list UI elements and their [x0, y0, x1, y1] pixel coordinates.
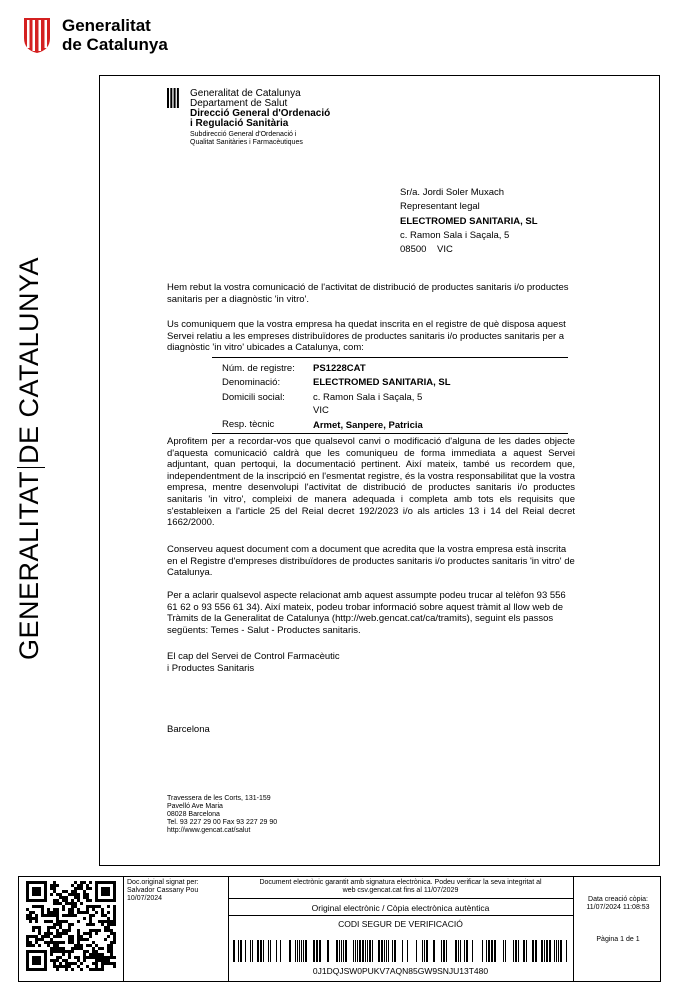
signature-line-2: i Productes Sanitaris [167, 662, 255, 674]
registration-top-rule [212, 357, 568, 358]
notice-line-2: web csv.gencat.cat fins al 11/07/2029 [342, 887, 459, 894]
footer-line-3: 08028 Barcelona [167, 811, 220, 818]
recipient-name: Sr/a. Jordi Soler Muxach [400, 187, 505, 198]
footer-line-5: http://www.gencat.cat/salut [167, 827, 251, 834]
paragraph-3: Aprofitem per a recordar-vos que qualsevol canvi o modificació d'alguna de les dades objecte d'aquesta comunicació caldrà que les comuniqueu de forma immediata a aquest Servei adjuntant, quan pertoqui, la documentació pertinent. Així mateix, també us recordem que, independentment de la inscripció en l'esmentat registre, és la vostra responsabilitat que la vostra empresa, mentre desenvolupi l'activitat de distribució de productes sanitaris i/o productes sanitaris 'in vitro', compleixi de manera adequada i completa amb tots els requisits que s'estableixen a l'article 25 del Reial decret 192/2023 i/o als articles 13 i 14 del Reial decret 1662/2000. [167, 436, 575, 529]
creation-date-value: 11/07/2024 11:08:53 [586, 904, 650, 911]
generalitat-logo-icon [22, 16, 52, 54]
barcode-icon [233, 940, 568, 962]
vertical-separator [17, 467, 45, 468]
registration-bottom-rule [212, 433, 568, 434]
verification-notice [230, 879, 571, 895]
header-line-6: Qualitat Sanitàries i Farmacèutiques [190, 139, 303, 146]
recipient-city: VIC [436, 244, 453, 256]
registration-tech-value: Armet, Sanpere, Patricia [313, 420, 423, 431]
paragraph-2: Us comuniquem que la vostra empresa ha quedat inscrita en el registre de què disposa aquest Servei relatiu a les empreses distribuïdores de productes sanitaris i/o productes sanitaris per a diagnòstic 'in vitro' ubicades a Catalunya, com: [167, 319, 566, 354]
qr-code-icon[interactable] [26, 881, 116, 971]
vertical-side-text [14, 257, 45, 660]
creation-date-block [576, 896, 660, 912]
registration-address-value: c. Ramon Sala i Saçala, 5 [313, 392, 423, 403]
footer-line-4: Tel. 93 227 29 00 Fax 93 227 29 90 [167, 819, 278, 826]
page-number: Pàgina 1 de 1 [596, 936, 640, 943]
signed-by-block [127, 879, 199, 903]
recipient-role: Representant legal [400, 201, 480, 213]
header-line-3: Direcció General d'Ordenació [190, 108, 331, 119]
registration-address-label: Domicili social: [222, 392, 285, 403]
copy-type-label: Original electrònic / Còpia electrònica autèntica [311, 903, 490, 913]
signature-block [167, 651, 575, 674]
notice-line-1: Document electrònic garantit amb signatura electrònica. Podeu verificar la seva integritat al [259, 879, 542, 886]
recipient-company: ELECTROMED SANITARIA, SL [400, 215, 538, 227]
box-hline-2 [228, 915, 573, 916]
box-divider-2 [228, 876, 229, 982]
csv-title: CODI SEGUR DE VERIFICACIÓ [338, 919, 463, 929]
registration-name-label: Denominació: [222, 377, 281, 388]
box-divider-3 [573, 876, 574, 982]
registration-number-label: Núm. de registre: [222, 363, 295, 374]
recipient-address [400, 186, 538, 257]
department-logo-icon [167, 88, 179, 108]
csv-code[interactable]: 0J1DQJSW0PUKV7AQN85GW9SNJU13T480 [312, 966, 489, 976]
signed-by-date: 10/07/2024 [127, 895, 163, 902]
header-line-5: Subdirecció General d'Ordenació i [190, 131, 297, 138]
header-line-2: Departament de Salut [190, 98, 288, 109]
box-divider-1 [123, 876, 124, 982]
recipient-postcode: 08500 [400, 244, 427, 256]
paragraph-1: Hem rebut la vostra comunicació de l'activitat de distribució de productes sanitaris i/o productes sanitaris per a diagnòstic 'in vitro'. [167, 282, 569, 305]
registration-city-value: VIC [313, 405, 329, 416]
signature-line-1: El cap del Servei de Control Farmacèutic [167, 651, 340, 662]
footer-address [167, 795, 277, 835]
logo-line-2: de Catalunya [62, 35, 168, 54]
footer-line-2: Pavelló Ave Maria [167, 803, 223, 810]
signed-by-name: Salvador Cassany Pou [127, 887, 199, 894]
department-header [190, 89, 330, 147]
header-line-1: Generalitat de Catalunya [190, 88, 301, 99]
creation-date-label: Data creació còpia: [588, 896, 648, 903]
header-line-4: i Regulació Sanitària [190, 118, 289, 129]
registration-name-value: ELECTROMED SANITARIA, SL [313, 377, 451, 388]
top-logo-text [62, 16, 168, 54]
paragraph-4: Conserveu aquest document com a document que acredita que la vostra empresa està inscrita en el Registre d'empreses distribuïdores de productes sanitaris i/o productes sanitaris 'in vitro' de Catalunya. [167, 544, 575, 579]
place: Barcelona [167, 724, 210, 735]
footer-line-1: Travessera de les Corts, 131-159 [167, 795, 271, 802]
logo-line-1: Generalitat [62, 16, 151, 35]
registration-number-value: PS1228CAT [313, 363, 366, 374]
recipient-street: c. Ramon Sala i Saçala, 5 [400, 229, 510, 241]
signed-by-label: Doc.original signat per: [127, 879, 199, 886]
box-hline-1 [228, 898, 573, 899]
vertical-text-part2: DE CATALUNYA [14, 256, 44, 464]
registration-tech-label: Resp. tècnic [222, 419, 275, 430]
paragraph-5: Per a aclarir qualsevol aspecte relacionat amb aquest assumpte podeu trucar al telèfon 93 556 61 62 o 93 556 61 34). Així mateix, podeu trobar informació sobre aquest tràmit al llow web de Tràmits de la Generalitat de Catalunya (http://web.gencat.cat/ca/tramits), seguint els passos següents: Temes - Salut - Productes sanitaris. [167, 590, 566, 636]
vertical-text-part1: GENERALITAT [14, 470, 44, 660]
